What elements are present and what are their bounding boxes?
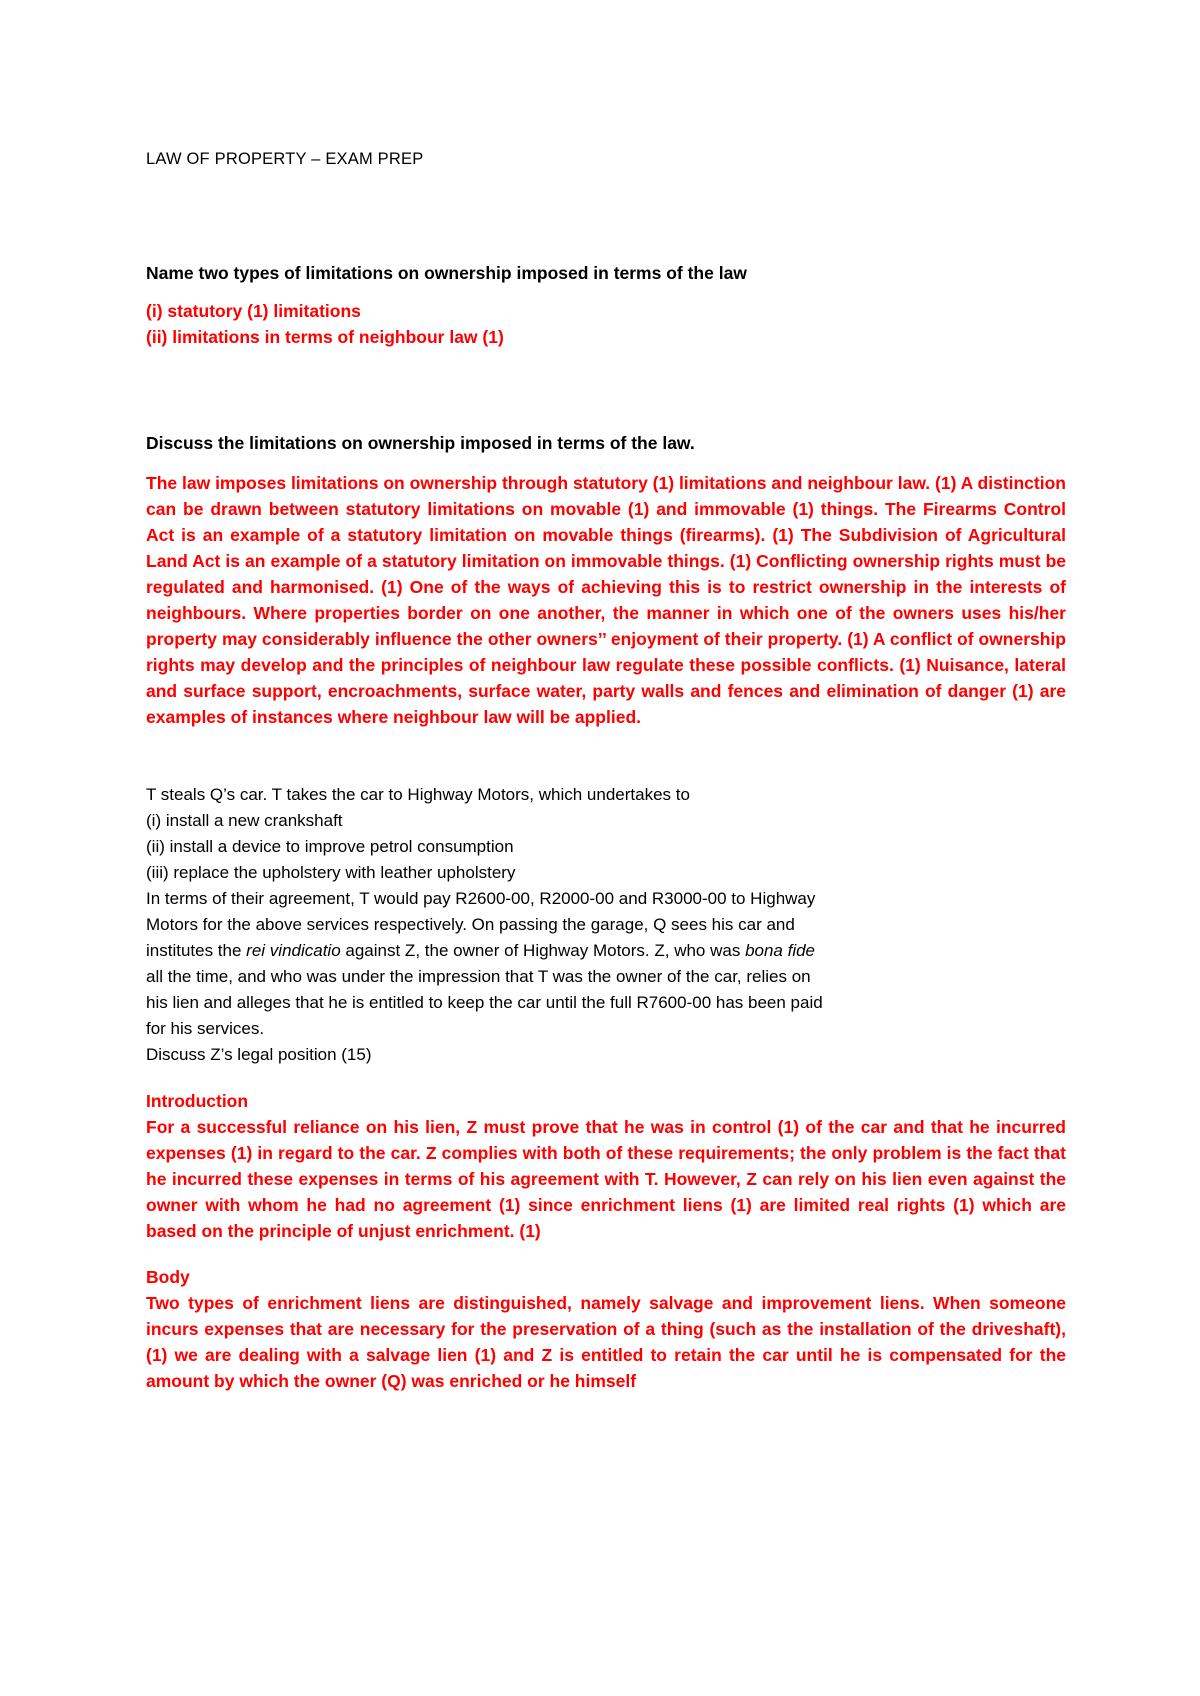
answer-1-item-2: (ii) limitations in terms of neighbour law (1) — [146, 327, 504, 347]
question-3-line: for his services. — [146, 1019, 265, 1038]
answer-2: The law imposes limitations on ownership through statutory (1) limitations and neighbour law. (1) A distinction can be drawn between statutory limitations on movable (1) and immovable (1) things. The Firearms Control Act is an example of a statutory limitation on movable things (firearms). (1) The Subdivision of Agricultural Land Act is an example of a statutory limitation on immovable things. (1) Conflicting ownership rights must be regulated and harmonised. (1) One of the ways of achieving this is to restrict ownership in the interests of neighbours. Where properties border on one another, the manner in which one of the owners uses his/her property may considerably influence the other owners’’ enjoyment of their property. (1) A conflict of ownership rights may develop and the principles of neighbour law regulate these possible conflicts. (1) Nuisance, lateral and surface support, encroachments, surface water, party walls and fences and elimination of danger (1) are examples of instances where neighbour law will be applied. — [146, 473, 1066, 727]
question-3-line: (i) install a new crankshaft — [146, 811, 343, 830]
question-3-line: In terms of their agreement, T would pay R2600-00, R2000-00 and R3000-00 to Highway — [146, 889, 816, 908]
question-3-line — [146, 938, 926, 964]
text-segment: against Z, the owner of Highway Motors. Z, who was — [340, 941, 746, 960]
italic-term: bona fide — [745, 941, 816, 960]
answer-1-item-1: (i) statutory (1) limitations — [146, 301, 361, 321]
introduction-heading: Introduction — [146, 1091, 249, 1111]
body-heading: Body — [146, 1267, 190, 1287]
question-3-line: Discuss Z’s legal position (15) — [146, 1045, 372, 1064]
question-1: Name two types of limitations on ownership imposed in terms of the law — [146, 263, 747, 283]
introduction-text: For a successful reliance on his lien, Z must prove that he was in control (1) of the car and that he incurred expenses (1) in regard to the car. Z complies with both of these requirements; the only problem is the fact that he incurred these expenses in terms of his agreement with T. However, Z can rely on his lien even against the owner with whom he had no agreement (1) since enrichment liens (1) are limited real rights (1) which are based on the principle of unjust enrichment. (1) — [146, 1117, 1066, 1241]
text-segment: institutes the — [146, 941, 247, 960]
body-text: Two types of enrichment liens are distinguished, namely salvage and improvement liens. When someone incurs expenses that are necessary for the preservation of a thing (such as the installation of the driveshaft), (1) we are dealing with a salvage lien (1) and Z is entitled to retain the car until he is compensated for the amount by which the owner (Q) was enriched or he himself — [146, 1293, 1066, 1391]
italic-term: rei vindicatio — [246, 941, 341, 960]
question-3-line: (iii) replace the upholstery with leather upholstery — [146, 863, 516, 882]
question-3-line: (ii) install a device to improve petrol consumption — [146, 837, 514, 856]
question-3 — [146, 782, 926, 1068]
question-3-line: Motors for the above services respectively. On passing the garage, Q sees his car and — [146, 915, 795, 934]
question-3-line: his lien and alleges that he is entitled to keep the car until the full R7600-00 has been paid — [146, 993, 823, 1012]
document-title: LAW OF PROPERTY – EXAM PREP — [146, 150, 424, 168]
question-3-line: all the time, and who was under the impression that T was the owner of the car, relies on — [146, 967, 811, 986]
question-3-line: T steals Q’s car. T takes the car to Highway Motors, which undertakes to — [146, 785, 690, 804]
document-content — [146, 146, 1066, 1394]
question-2: Discuss the limitations on ownership imposed in terms of the law. — [146, 433, 695, 453]
